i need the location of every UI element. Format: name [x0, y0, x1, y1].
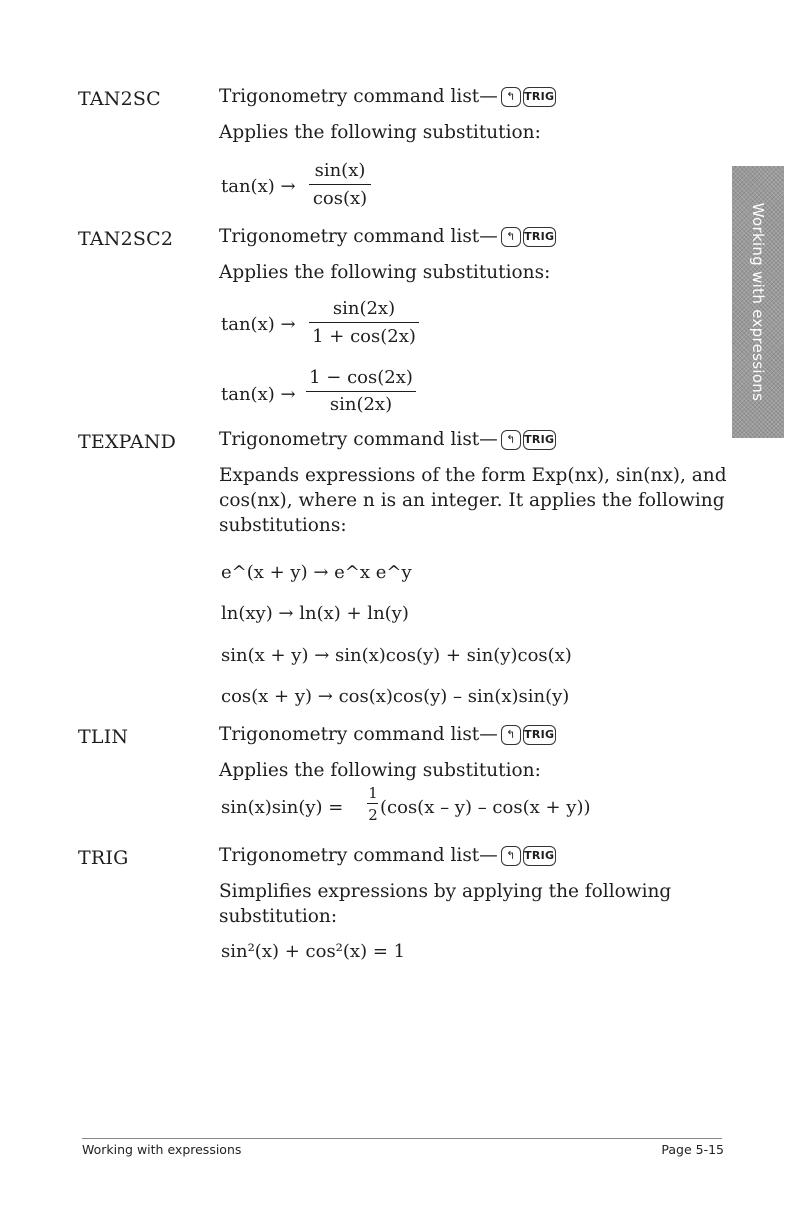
shift-key-icon: ↰ [501, 725, 521, 745]
menu-path-texpand [219, 429, 556, 450]
fraction-bar [367, 803, 378, 804]
menu-path-tan2sc [219, 86, 556, 107]
fraction-bar [309, 184, 371, 185]
shift-key-icon: ↰ [501, 430, 521, 450]
tlin-formula-rhs: (cos(x – y) – cos(x + y)) [380, 797, 591, 818]
texpand-sin-formula: sin(x + y) → sin(x)cos(y) + sin(y)cos(x) [221, 645, 572, 666]
trig-key-icon: TRIG [523, 430, 556, 450]
tan2sc2-formula2-lhs: tan(x) → [221, 384, 296, 405]
desc-texpand-line3: substitutions: [219, 515, 347, 536]
tan2sc2-formula1-denominator: 1 + cos(2x) [312, 326, 416, 347]
tlin-formula-lhs: sin(x)sin(y) = [221, 797, 344, 818]
desc-texpand-line2: cos(nx), where n is an integer. It applies the following [219, 490, 725, 511]
tan2sc2-formula2-numerator: 1 − cos(2x) [309, 367, 413, 388]
trig-key-icon: TRIG [523, 846, 556, 866]
term-tan2sc: TAN2SC [78, 88, 161, 110]
shift-key-icon: ↰ [501, 227, 521, 247]
menu-path-text: Trigonometry command list— [219, 429, 498, 450]
menu-path-trig [219, 845, 556, 866]
term-tlin: TLIN [78, 726, 129, 748]
menu-path-tan2sc2 [219, 226, 556, 247]
desc-trig-line1: Simplifies expressions by applying the following [219, 881, 672, 902]
term-trig: TRIG [78, 847, 129, 869]
tan2sc2-formula1-numerator: sin(2x) [332, 298, 396, 319]
shift-key-icon: ↰ [501, 846, 521, 866]
tan2sc-formula-denominator: cos(x) [312, 188, 368, 209]
fraction-bar [309, 322, 419, 323]
desc-tan2sc: Applies the following substitution: [219, 122, 541, 143]
tan2sc2-formula2-denominator: sin(2x) [329, 394, 393, 415]
trig-key-icon: TRIG [523, 87, 556, 107]
tan2sc-formula-lhs: tan(x) → [221, 176, 296, 197]
footer-chapter-title: Working with expressions [82, 1142, 242, 1157]
trig-key-icon: TRIG [523, 227, 556, 247]
tlin-half-denominator: 2 [368, 806, 378, 824]
desc-trig-line2: substitution: [219, 906, 338, 927]
menu-path-text: Trigonometry command list— [219, 86, 498, 107]
menu-path-tlin [219, 724, 556, 745]
footer-page-number: Page 5-15 [661, 1142, 724, 1157]
chapter-side-tab [732, 166, 784, 438]
desc-texpand-line1: Expands expressions of the form Exp(nx), sin(nx), and [219, 465, 727, 486]
desc-tan2sc2: Applies the following substitutions: [219, 262, 551, 283]
desc-tlin: Applies the following substitution: [219, 760, 541, 781]
texpand-cos-formula: cos(x + y) → cos(x)cos(y) – sin(x)sin(y) [221, 686, 570, 707]
menu-path-text: Trigonometry command list— [219, 226, 498, 247]
menu-path-text: Trigonometry command list— [219, 724, 498, 745]
footer-divider [82, 1138, 722, 1139]
trig-key-icon: TRIG [523, 725, 556, 745]
tan2sc-formula-numerator: sin(x) [314, 160, 366, 181]
trig-identity-formula: sin²(x) + cos²(x) = 1 [221, 941, 406, 962]
shift-key-icon: ↰ [501, 87, 521, 107]
tlin-half-numerator: 1 [368, 784, 378, 802]
term-tan2sc2: TAN2SC2 [78, 228, 174, 250]
tan2sc2-formula1-lhs: tan(x) → [221, 314, 296, 335]
menu-path-text: Trigonometry command list— [219, 845, 498, 866]
fraction-bar [306, 391, 416, 392]
texpand-ln-formula: ln(xy) → ln(x) + ln(y) [221, 603, 409, 624]
side-tab-label: Working with expressions [749, 202, 767, 402]
texpand-exp-formula: e^(x + y) → e^x e^y [221, 562, 412, 583]
term-texpand: TEXPAND [78, 431, 177, 453]
